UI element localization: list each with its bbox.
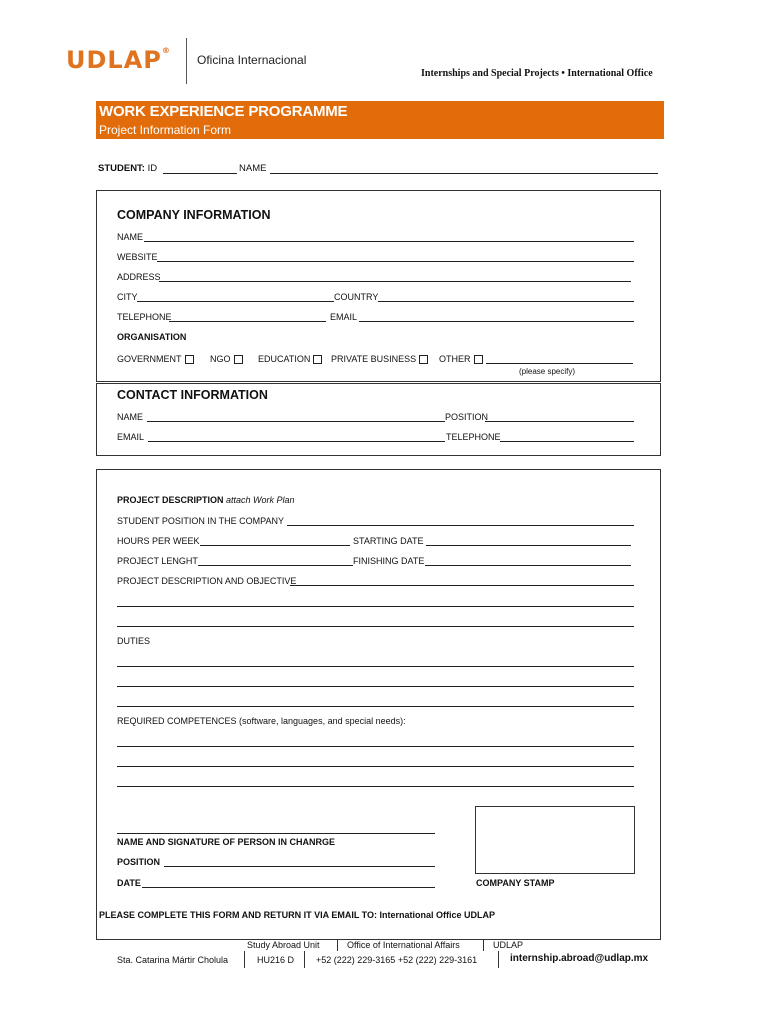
project-heading: PROJECT DESCRIPTION xyxy=(117,495,224,505)
competences-label: REQUIRED COMPETENCES (software, languages, and special needs): xyxy=(117,716,406,726)
project-length-label: PROJECT LENGHT xyxy=(117,556,198,566)
student-label: STUDENT: xyxy=(98,163,145,174)
company-country-label: COUNTRY xyxy=(334,292,379,302)
org-other-specify-field[interactable] xyxy=(486,363,633,364)
header-tagline: Internships and Special Projects • International Office xyxy=(421,68,653,79)
student-position-label: STUDENT POSITION IN THE COMPANY xyxy=(117,516,285,526)
contact-position-field[interactable] xyxy=(485,421,634,422)
office-name: Oficina Internacional xyxy=(197,53,307,67)
company-email-field[interactable] xyxy=(359,321,634,322)
starting-date-label: STARTING DATE xyxy=(353,536,424,546)
org-option-private-business[interactable] xyxy=(331,354,428,364)
company-address-field[interactable] xyxy=(159,281,631,282)
org-other-checkbox[interactable] xyxy=(474,355,483,364)
project-heading-note: attach Work Plan xyxy=(226,495,295,505)
org-government-label: GOVERNMENT xyxy=(117,354,182,364)
company-city-label: CITY xyxy=(117,292,138,302)
description-objective-field-2[interactable] xyxy=(117,606,634,607)
footer-email-link[interactable]: internship.abroad@udlap.mx xyxy=(510,953,649,964)
student-position-field[interactable] xyxy=(287,525,634,526)
contact-heading: CONTACT INFORMATION xyxy=(117,388,268,402)
finishing-date-field[interactable] xyxy=(425,565,631,566)
project-length-field[interactable] xyxy=(198,565,353,566)
date-field[interactable] xyxy=(142,887,435,888)
student-name-label: NAME xyxy=(239,163,267,174)
org-private-business-checkbox[interactable] xyxy=(419,355,428,364)
duties-field-2[interactable] xyxy=(117,686,634,687)
org-education-label: EDUCATION xyxy=(258,354,311,364)
signature-field[interactable] xyxy=(117,833,435,834)
description-objective-field-1[interactable] xyxy=(290,585,634,586)
finishing-date-label: FINISHING DATE xyxy=(353,556,425,566)
org-government-checkbox[interactable] xyxy=(185,355,194,364)
company-address-label: ADDRESS xyxy=(117,272,161,282)
footer-office-number: HU216 D xyxy=(257,955,295,965)
footer-separator xyxy=(483,939,484,951)
hours-per-week-field[interactable] xyxy=(200,545,350,546)
duties-label: DUTIES xyxy=(117,636,151,646)
student-row xyxy=(98,163,157,174)
company-website-field[interactable] xyxy=(157,261,634,262)
company-country-field[interactable] xyxy=(378,301,634,302)
org-option-ngo[interactable] xyxy=(210,354,243,364)
duties-field-1[interactable] xyxy=(117,666,634,667)
student-id-label: ID xyxy=(147,163,158,174)
org-option-government[interactable] xyxy=(117,354,194,364)
form-title: WORK EXPERIENCE PROGRAMME xyxy=(99,103,348,120)
footer-udlap: UDLAP xyxy=(493,940,524,950)
company-stamp-box[interactable] xyxy=(475,806,635,874)
footer-office-affairs: Office of International Affairs xyxy=(347,940,460,950)
position-label: POSITION xyxy=(117,857,161,867)
company-telephone-field[interactable] xyxy=(169,321,326,322)
contact-email-label: EMAIL xyxy=(117,432,145,442)
company-website-label: WEBSITE xyxy=(117,252,158,262)
title-banner xyxy=(96,101,664,139)
udlap-logo xyxy=(66,46,171,74)
contact-telephone-label: TELEPHONE xyxy=(446,432,501,442)
company-stamp-label: COMPANY STAMP xyxy=(476,878,555,888)
org-option-education[interactable] xyxy=(258,354,322,364)
contact-email-field[interactable] xyxy=(148,441,445,442)
logo-divider xyxy=(186,38,187,84)
org-ngo-label: NGO xyxy=(210,354,231,364)
org-private-business-label: PRIVATE BUSINESS xyxy=(331,354,417,364)
footer-address: Sta. Catarina Mártir Cholula xyxy=(117,955,229,965)
footer-study-abroad: Study Abroad Unit xyxy=(247,940,320,950)
description-objective-field-3[interactable] xyxy=(117,626,634,627)
company-name-label: NAME xyxy=(117,232,144,242)
org-other-label: OTHER xyxy=(439,354,471,364)
competences-field-1[interactable] xyxy=(117,746,634,747)
starting-date-field[interactable] xyxy=(426,545,631,546)
student-name-field[interactable] xyxy=(270,173,658,174)
footer-separator xyxy=(498,951,499,968)
company-name-field[interactable] xyxy=(144,241,634,242)
company-telephone-label: TELEPHONE xyxy=(117,312,172,322)
organisation-label: ORGANISATION xyxy=(117,332,187,342)
duties-field-3[interactable] xyxy=(117,706,634,707)
signature-label: NAME AND SIGNATURE OF PERSON IN CHANRGE xyxy=(117,837,336,847)
org-ngo-checkbox[interactable] xyxy=(234,355,243,364)
contact-name-field[interactable] xyxy=(147,421,445,422)
position-field[interactable] xyxy=(164,866,435,867)
date-label: DATE xyxy=(117,878,141,888)
contact-telephone-field[interactable] xyxy=(500,441,634,442)
contact-name-label: NAME xyxy=(117,412,144,422)
company-heading: COMPANY INFORMATION xyxy=(117,208,271,222)
company-city-field[interactable] xyxy=(137,301,334,302)
contact-position-label: POSITION xyxy=(445,412,489,422)
return-instructions: PLEASE COMPLETE THIS FORM AND RETURN IT VIA EMAIL TO: International Office UDLAP xyxy=(99,910,496,920)
org-education-checkbox[interactable] xyxy=(313,355,322,364)
registered-mark: ® xyxy=(161,46,171,55)
hours-per-week-label: HOURS PER WEEK xyxy=(117,536,200,546)
org-option-other[interactable] xyxy=(439,354,483,364)
footer-separator xyxy=(337,939,338,951)
student-id-field[interactable] xyxy=(163,173,237,174)
footer-phones: +52 (222) 229-3165 +52 (222) 229-3161 xyxy=(316,955,478,965)
competences-field-2[interactable] xyxy=(117,766,634,767)
competences-field-3[interactable] xyxy=(117,786,634,787)
footer-separator xyxy=(244,951,245,968)
form-subtitle: Project Information Form xyxy=(99,123,232,137)
company-email-label: EMAIL xyxy=(330,312,358,322)
project-heading-row xyxy=(117,495,295,505)
footer-separator xyxy=(304,951,305,968)
please-specify-hint: (please specify) xyxy=(519,367,576,376)
description-objective-label: PROJECT DESCRIPTION AND OBJECTIVE xyxy=(117,576,297,586)
logo-text: UDLAP xyxy=(66,46,162,74)
